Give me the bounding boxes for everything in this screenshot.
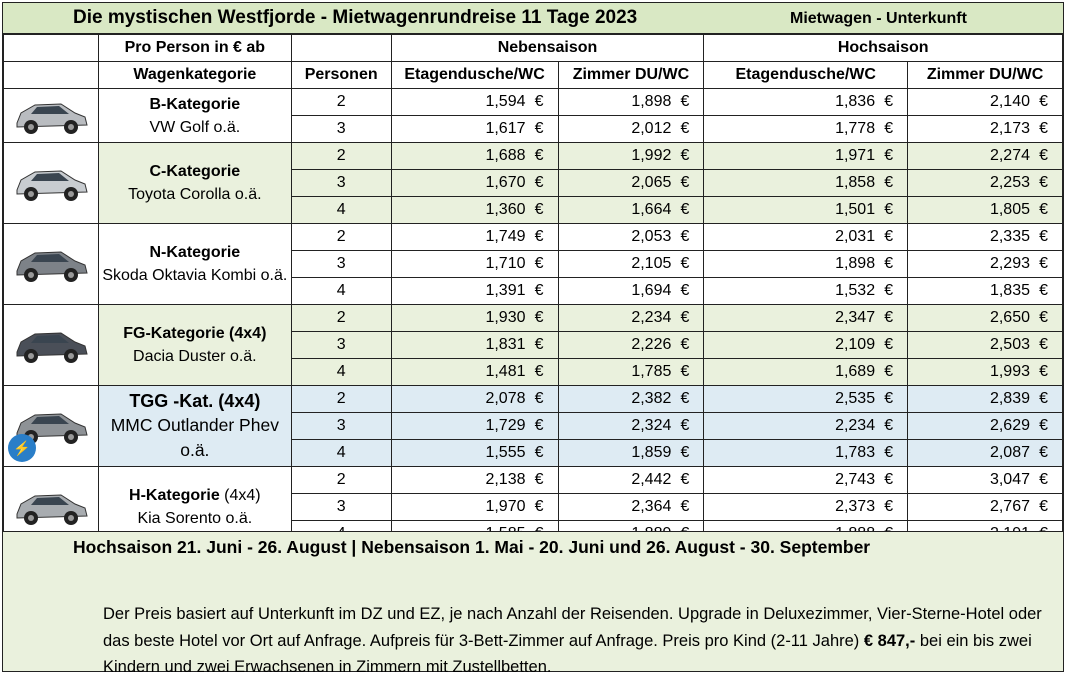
- header-nebensaison: Nebensaison: [391, 35, 704, 62]
- euro-sign: €: [534, 309, 544, 326]
- euro-sign: €: [1039, 174, 1048, 191]
- price-value: 2,629: [989, 417, 1030, 434]
- euro-sign: €: [534, 201, 544, 218]
- price-value: 1,992: [631, 147, 672, 164]
- price-value: 2,140: [989, 93, 1030, 110]
- euro-sign: €: [534, 498, 544, 515]
- euro-sign: €: [884, 309, 894, 326]
- euro-sign: €: [884, 336, 894, 353]
- table-row: [4, 143, 1063, 170]
- euro-sign: €: [884, 498, 894, 515]
- compact-car-image: [4, 143, 99, 224]
- car-model: Kia Sorento o.ä.: [137, 510, 253, 527]
- price-value: 1,688: [485, 147, 526, 164]
- price-value: 2,105: [631, 255, 672, 272]
- price-cell-h1: [704, 386, 908, 413]
- price-cell-n2: [558, 224, 704, 251]
- suv-car-image: [4, 305, 99, 386]
- category-cell: [98, 224, 291, 305]
- price-value: 1,805: [989, 201, 1030, 218]
- hatchback-car-image: [4, 89, 99, 143]
- euro-sign: €: [680, 147, 690, 164]
- price-cell-n1: [391, 413, 558, 440]
- price-cell-n2: [558, 251, 704, 278]
- price-cell-h1: [704, 359, 908, 386]
- price-cell-h1: [704, 197, 908, 224]
- euro-sign: €: [680, 444, 690, 461]
- persons-cell: 4: [291, 197, 391, 224]
- price-cell-h1: [704, 89, 908, 116]
- price-value: 2,109: [835, 336, 876, 353]
- price-cell-n2: [558, 332, 704, 359]
- page-subtitle: Mietwagen - Unterkunft: [790, 10, 967, 27]
- price-cell-h2: [908, 278, 1063, 305]
- car-model: VW Golf o.ä.: [149, 118, 241, 136]
- euro-sign: €: [534, 93, 544, 110]
- euro-sign: €: [680, 336, 690, 353]
- page-title: Die mystischen Westfjorde - Mietwagenrundreise 11 Tage 2023: [73, 7, 638, 28]
- price-cell-h1: [704, 143, 908, 170]
- persons-cell: 3: [291, 116, 391, 143]
- euro-sign: €: [534, 363, 544, 380]
- euro-sign: €: [884, 471, 894, 488]
- price-value: 1,532: [835, 282, 876, 299]
- price-cell-n1: [391, 116, 558, 143]
- header-blank: [4, 62, 99, 89]
- euro-sign: €: [884, 282, 894, 299]
- car-model: MMC Outlander Phev o.ä.: [110, 414, 279, 460]
- price-cell-n1: [391, 494, 558, 521]
- persons-cell: 4: [291, 440, 391, 467]
- price-cell-n1: [391, 386, 558, 413]
- price-cell-h1: [704, 494, 908, 521]
- euro-sign: €: [680, 417, 690, 434]
- price-value: 2,650: [989, 309, 1030, 326]
- price-cell-h1: [704, 332, 908, 359]
- price-cell-n2: [558, 143, 704, 170]
- price-value: 2,138: [485, 471, 526, 488]
- euro-sign: €: [680, 282, 690, 299]
- price-value: 1,694: [631, 282, 672, 299]
- table-row: [4, 386, 1063, 413]
- plugin-hybrid-suv-image: [4, 386, 99, 467]
- price-value: 1,749: [485, 228, 526, 245]
- euro-sign: €: [1039, 471, 1048, 488]
- persons-cell: 4: [291, 359, 391, 386]
- price-value: 2,335: [989, 228, 1030, 245]
- euro-sign: €: [1039, 390, 1048, 407]
- euro-sign: €: [680, 174, 690, 191]
- euro-sign: €: [884, 363, 894, 380]
- price-value: 1,970: [485, 498, 526, 515]
- euro-sign: €: [1039, 498, 1048, 515]
- header-blank: [291, 35, 391, 62]
- euro-sign: €: [534, 417, 544, 434]
- category-name-text: H-Kategorie: [129, 487, 220, 504]
- header-hochsaison: Hochsaison: [704, 35, 1063, 62]
- price-value: 1,898: [631, 93, 672, 110]
- persons-cell: 2: [291, 224, 391, 251]
- price-sheet: [2, 2, 1064, 676]
- price-value: 1,835: [989, 282, 1030, 299]
- euro-sign: €: [884, 417, 894, 434]
- price-value: 1,481: [485, 363, 526, 380]
- price-cell-h1: [704, 413, 908, 440]
- price-cell-h2: [908, 440, 1063, 467]
- note-text-2: bei ein bis zwei Kindern und zwei Erwachsenen in Zimmern mit Zustellbetten.: [103, 631, 1032, 676]
- price-cell-h2: [908, 467, 1063, 494]
- category-name-text: TGG -Kat. (4x4): [129, 390, 261, 411]
- euro-sign: €: [680, 390, 690, 407]
- header-row-2: [4, 62, 1063, 89]
- euro-sign: €: [884, 390, 894, 407]
- euro-sign: €: [884, 201, 894, 218]
- footer: [3, 531, 1063, 676]
- price-cell-h1: [704, 278, 908, 305]
- price-cell-n2: [558, 305, 704, 332]
- price-value: 2,442: [631, 471, 672, 488]
- price-value: 2,293: [989, 255, 1030, 272]
- price-value: 1,971: [835, 147, 876, 164]
- price-cell-h2: [908, 224, 1063, 251]
- price-cell-n1: [391, 197, 558, 224]
- euro-sign: €: [534, 390, 544, 407]
- price-value: 1,689: [835, 363, 876, 380]
- price-cell-n1: [391, 440, 558, 467]
- euro-sign: €: [1039, 201, 1048, 218]
- header-blank: [4, 35, 99, 62]
- euro-sign: €: [884, 174, 894, 191]
- note-text-1: Der Preis basiert auf Unterkunft im DZ und EZ, je nach Anzahl der Reisenden. Upgrade in Deluxezimmer, Vier-Sterne-Hotel oder das beste Hotel vor Ort auf Anfrage. Aufpreis für 3-Bett-Zimmer auf Anfrage. Preis pro Kind (2-11 Jahre): [103, 605, 1042, 650]
- euro-sign: €: [680, 471, 690, 488]
- header-neben-zimmer: Zimmer DU/WC: [558, 62, 704, 89]
- price-cell-h2: [908, 170, 1063, 197]
- persons-cell: 3: [291, 494, 391, 521]
- price-cell-h1: [704, 224, 908, 251]
- euro-sign: €: [534, 444, 544, 461]
- category-name: [99, 322, 291, 345]
- category-cell: [98, 305, 291, 386]
- persons-cell: 3: [291, 170, 391, 197]
- price-value: 2,382: [631, 390, 672, 407]
- price-value: 2,173: [989, 120, 1030, 137]
- price-value: 1,859: [631, 444, 672, 461]
- price-cell-h2: [908, 386, 1063, 413]
- price-table: [3, 34, 1063, 548]
- price-value: 3,047: [989, 471, 1030, 488]
- price-value: 1,501: [835, 201, 876, 218]
- price-cell-h2: [908, 251, 1063, 278]
- category-cell: [98, 143, 291, 224]
- persons-cell: 2: [291, 467, 391, 494]
- euro-sign: €: [1039, 417, 1048, 434]
- price-cell-n2: [558, 467, 704, 494]
- price-cell-n2: [558, 89, 704, 116]
- price-cell-h2: [908, 116, 1063, 143]
- category-name: [99, 160, 291, 183]
- price-cell-h2: [908, 143, 1063, 170]
- price-value: 2,078: [485, 390, 526, 407]
- price-cell-h1: [704, 467, 908, 494]
- euro-sign: €: [884, 228, 894, 245]
- price-cell-n2: [558, 197, 704, 224]
- price-value: 2,743: [835, 471, 876, 488]
- price-value: 2,226: [631, 336, 672, 353]
- price-value: 1,783: [835, 444, 876, 461]
- euro-sign: €: [884, 255, 894, 272]
- euro-sign: €: [884, 120, 894, 137]
- price-value: 1,555: [485, 444, 526, 461]
- price-cell-h2: [908, 359, 1063, 386]
- price-value: 1,729: [485, 417, 526, 434]
- header-row-1: [4, 35, 1063, 62]
- table-row: [4, 305, 1063, 332]
- price-value: 2,234: [835, 417, 876, 434]
- euro-sign: €: [680, 120, 690, 137]
- price-cell-h2: [908, 305, 1063, 332]
- euro-sign: €: [534, 174, 544, 191]
- price-value: 1,710: [485, 255, 526, 272]
- category-name: [99, 93, 291, 116]
- euro-sign: €: [680, 255, 690, 272]
- price-value: 2,053: [631, 228, 672, 245]
- persons-cell: 2: [291, 143, 391, 170]
- euro-sign: €: [1039, 120, 1048, 137]
- price-cell-h1: [704, 440, 908, 467]
- euro-sign: €: [1039, 282, 1048, 299]
- table-row: [4, 224, 1063, 251]
- price-cell-n2: [558, 440, 704, 467]
- persons-cell: 2: [291, 386, 391, 413]
- car-model: Skoda Oktavia Kombi o.ä.: [102, 267, 288, 284]
- price-value: 1,360: [485, 201, 526, 218]
- header-personen: Personen: [291, 62, 391, 89]
- category-name-suffix: (4x4): [224, 487, 261, 504]
- category-name-text: N-Kategorie: [149, 244, 241, 261]
- euro-sign: €: [680, 363, 690, 380]
- price-value: 1,617: [485, 120, 526, 137]
- season-dates: Hochsaison 21. Juni - 26. August | Nebensaison 1. Mai - 20. Juni und 26. August - 30. September: [73, 537, 871, 557]
- category-cell: [98, 89, 291, 143]
- price-cell-n2: [558, 359, 704, 386]
- plug-in-charging-icon: ⚡: [8, 434, 36, 462]
- price-value: 1,391: [485, 282, 526, 299]
- price-value: 2,503: [989, 336, 1030, 353]
- price-cell-n1: [391, 359, 558, 386]
- price-value: 2,324: [631, 417, 672, 434]
- title-bar: [3, 3, 1063, 34]
- price-cell-n2: [558, 494, 704, 521]
- category-name-text: B-Kategorie: [149, 95, 241, 113]
- persons-cell: 3: [291, 251, 391, 278]
- euro-sign: €: [534, 120, 544, 137]
- price-cell-h2: [908, 494, 1063, 521]
- price-value: 2,012: [631, 120, 672, 137]
- persons-cell: 3: [291, 332, 391, 359]
- price-cell-h2: [908, 413, 1063, 440]
- category-name-text: FG-Kategorie (4x4): [123, 325, 267, 342]
- euro-sign: €: [534, 471, 544, 488]
- euro-sign: €: [884, 93, 894, 110]
- price-value: 1,993: [989, 363, 1030, 380]
- category-cell: [98, 386, 291, 467]
- euro-sign: €: [680, 201, 690, 218]
- persons-cell: 2: [291, 305, 391, 332]
- price-cell-n2: [558, 116, 704, 143]
- euro-sign: €: [884, 147, 894, 164]
- header-wagenkategorie: Wagenkategorie: [98, 62, 291, 89]
- price-value: 1,930: [485, 309, 526, 326]
- euro-sign: €: [1039, 93, 1048, 110]
- persons-cell: 3: [291, 413, 391, 440]
- child-price: € 847,-: [863, 631, 916, 650]
- euro-sign: €: [1039, 363, 1048, 380]
- header-neben-etagendusche: Etagendusche/WC: [391, 62, 558, 89]
- price-value: 2,373: [835, 498, 876, 515]
- euro-sign: €: [534, 228, 544, 245]
- price-cell-h1: [704, 170, 908, 197]
- euro-sign: €: [534, 282, 544, 299]
- euro-sign: €: [1039, 228, 1048, 245]
- euro-sign: €: [680, 309, 690, 326]
- price-value: 2,535: [835, 390, 876, 407]
- header-hoch-etagendusche: Etagendusche/WC: [704, 62, 908, 89]
- euro-sign: €: [680, 93, 690, 110]
- price-value: 2,274: [989, 147, 1030, 164]
- price-value: 1,785: [631, 363, 672, 380]
- persons-cell: 2: [291, 89, 391, 116]
- price-cell-h2: [908, 197, 1063, 224]
- euro-sign: €: [1039, 444, 1048, 461]
- price-cell-n2: [558, 413, 704, 440]
- price-cell-n1: [391, 278, 558, 305]
- price-cell-n2: [558, 170, 704, 197]
- price-value: 2,253: [989, 174, 1030, 191]
- price-value: 1,594: [485, 93, 526, 110]
- euro-sign: €: [534, 147, 544, 164]
- estate-car-image: [4, 224, 99, 305]
- euro-sign: €: [534, 255, 544, 272]
- price-value: 2,234: [631, 309, 672, 326]
- table-row: [4, 467, 1063, 494]
- price-cell-n1: [391, 305, 558, 332]
- price-cell-n1: [391, 170, 558, 197]
- price-value: 2,031: [835, 228, 876, 245]
- price-value: 2,364: [631, 498, 672, 515]
- price-value: 1,664: [631, 201, 672, 218]
- price-cell-n1: [391, 89, 558, 116]
- price-cell-n2: [558, 278, 704, 305]
- price-cell-h1: [704, 251, 908, 278]
- euro-sign: €: [1039, 309, 1048, 326]
- euro-sign: €: [1039, 255, 1048, 272]
- price-cell-h2: [908, 89, 1063, 116]
- category-name: [99, 390, 291, 413]
- euro-sign: €: [680, 498, 690, 515]
- euro-sign: €: [534, 336, 544, 353]
- car-model: Toyota Corolla o.ä.: [128, 186, 262, 203]
- header-hoch-zimmer: Zimmer DU/WC: [908, 62, 1063, 89]
- price-cell-n1: [391, 332, 558, 359]
- price-value: 2,347: [835, 309, 876, 326]
- euro-sign: €: [680, 228, 690, 245]
- price-value: 1,836: [835, 93, 876, 110]
- category-name: [99, 241, 291, 264]
- price-cell-n2: [558, 386, 704, 413]
- price-cell-n1: [391, 467, 558, 494]
- price-value: 2,839: [989, 390, 1030, 407]
- category-name-text: C-Kategorie: [149, 163, 241, 180]
- price-cell-h1: [704, 116, 908, 143]
- table-row: [4, 89, 1063, 116]
- price-value: 1,778: [835, 120, 876, 137]
- price-note: [103, 601, 1063, 681]
- euro-sign: €: [1039, 336, 1048, 353]
- price-cell-h1: [704, 305, 908, 332]
- price-value: 1,898: [835, 255, 876, 272]
- price-cell-h2: [908, 332, 1063, 359]
- price-value: 1,831: [485, 336, 526, 353]
- price-value: 1,670: [485, 174, 526, 191]
- price-value: 1,858: [835, 174, 876, 191]
- price-value: 2,065: [631, 174, 672, 191]
- persons-cell: 4: [291, 278, 391, 305]
- header-pro-person: Pro Person in € ab: [98, 35, 291, 62]
- price-value: 2,087: [989, 444, 1030, 461]
- euro-sign: €: [1039, 147, 1048, 164]
- euro-sign: €: [884, 444, 894, 461]
- price-cell-n1: [391, 224, 558, 251]
- price-cell-n1: [391, 251, 558, 278]
- price-value: 2,767: [989, 498, 1030, 515]
- price-cell-n1: [391, 143, 558, 170]
- category-name: [99, 484, 291, 507]
- car-model: Dacia Duster o.ä.: [133, 348, 257, 365]
